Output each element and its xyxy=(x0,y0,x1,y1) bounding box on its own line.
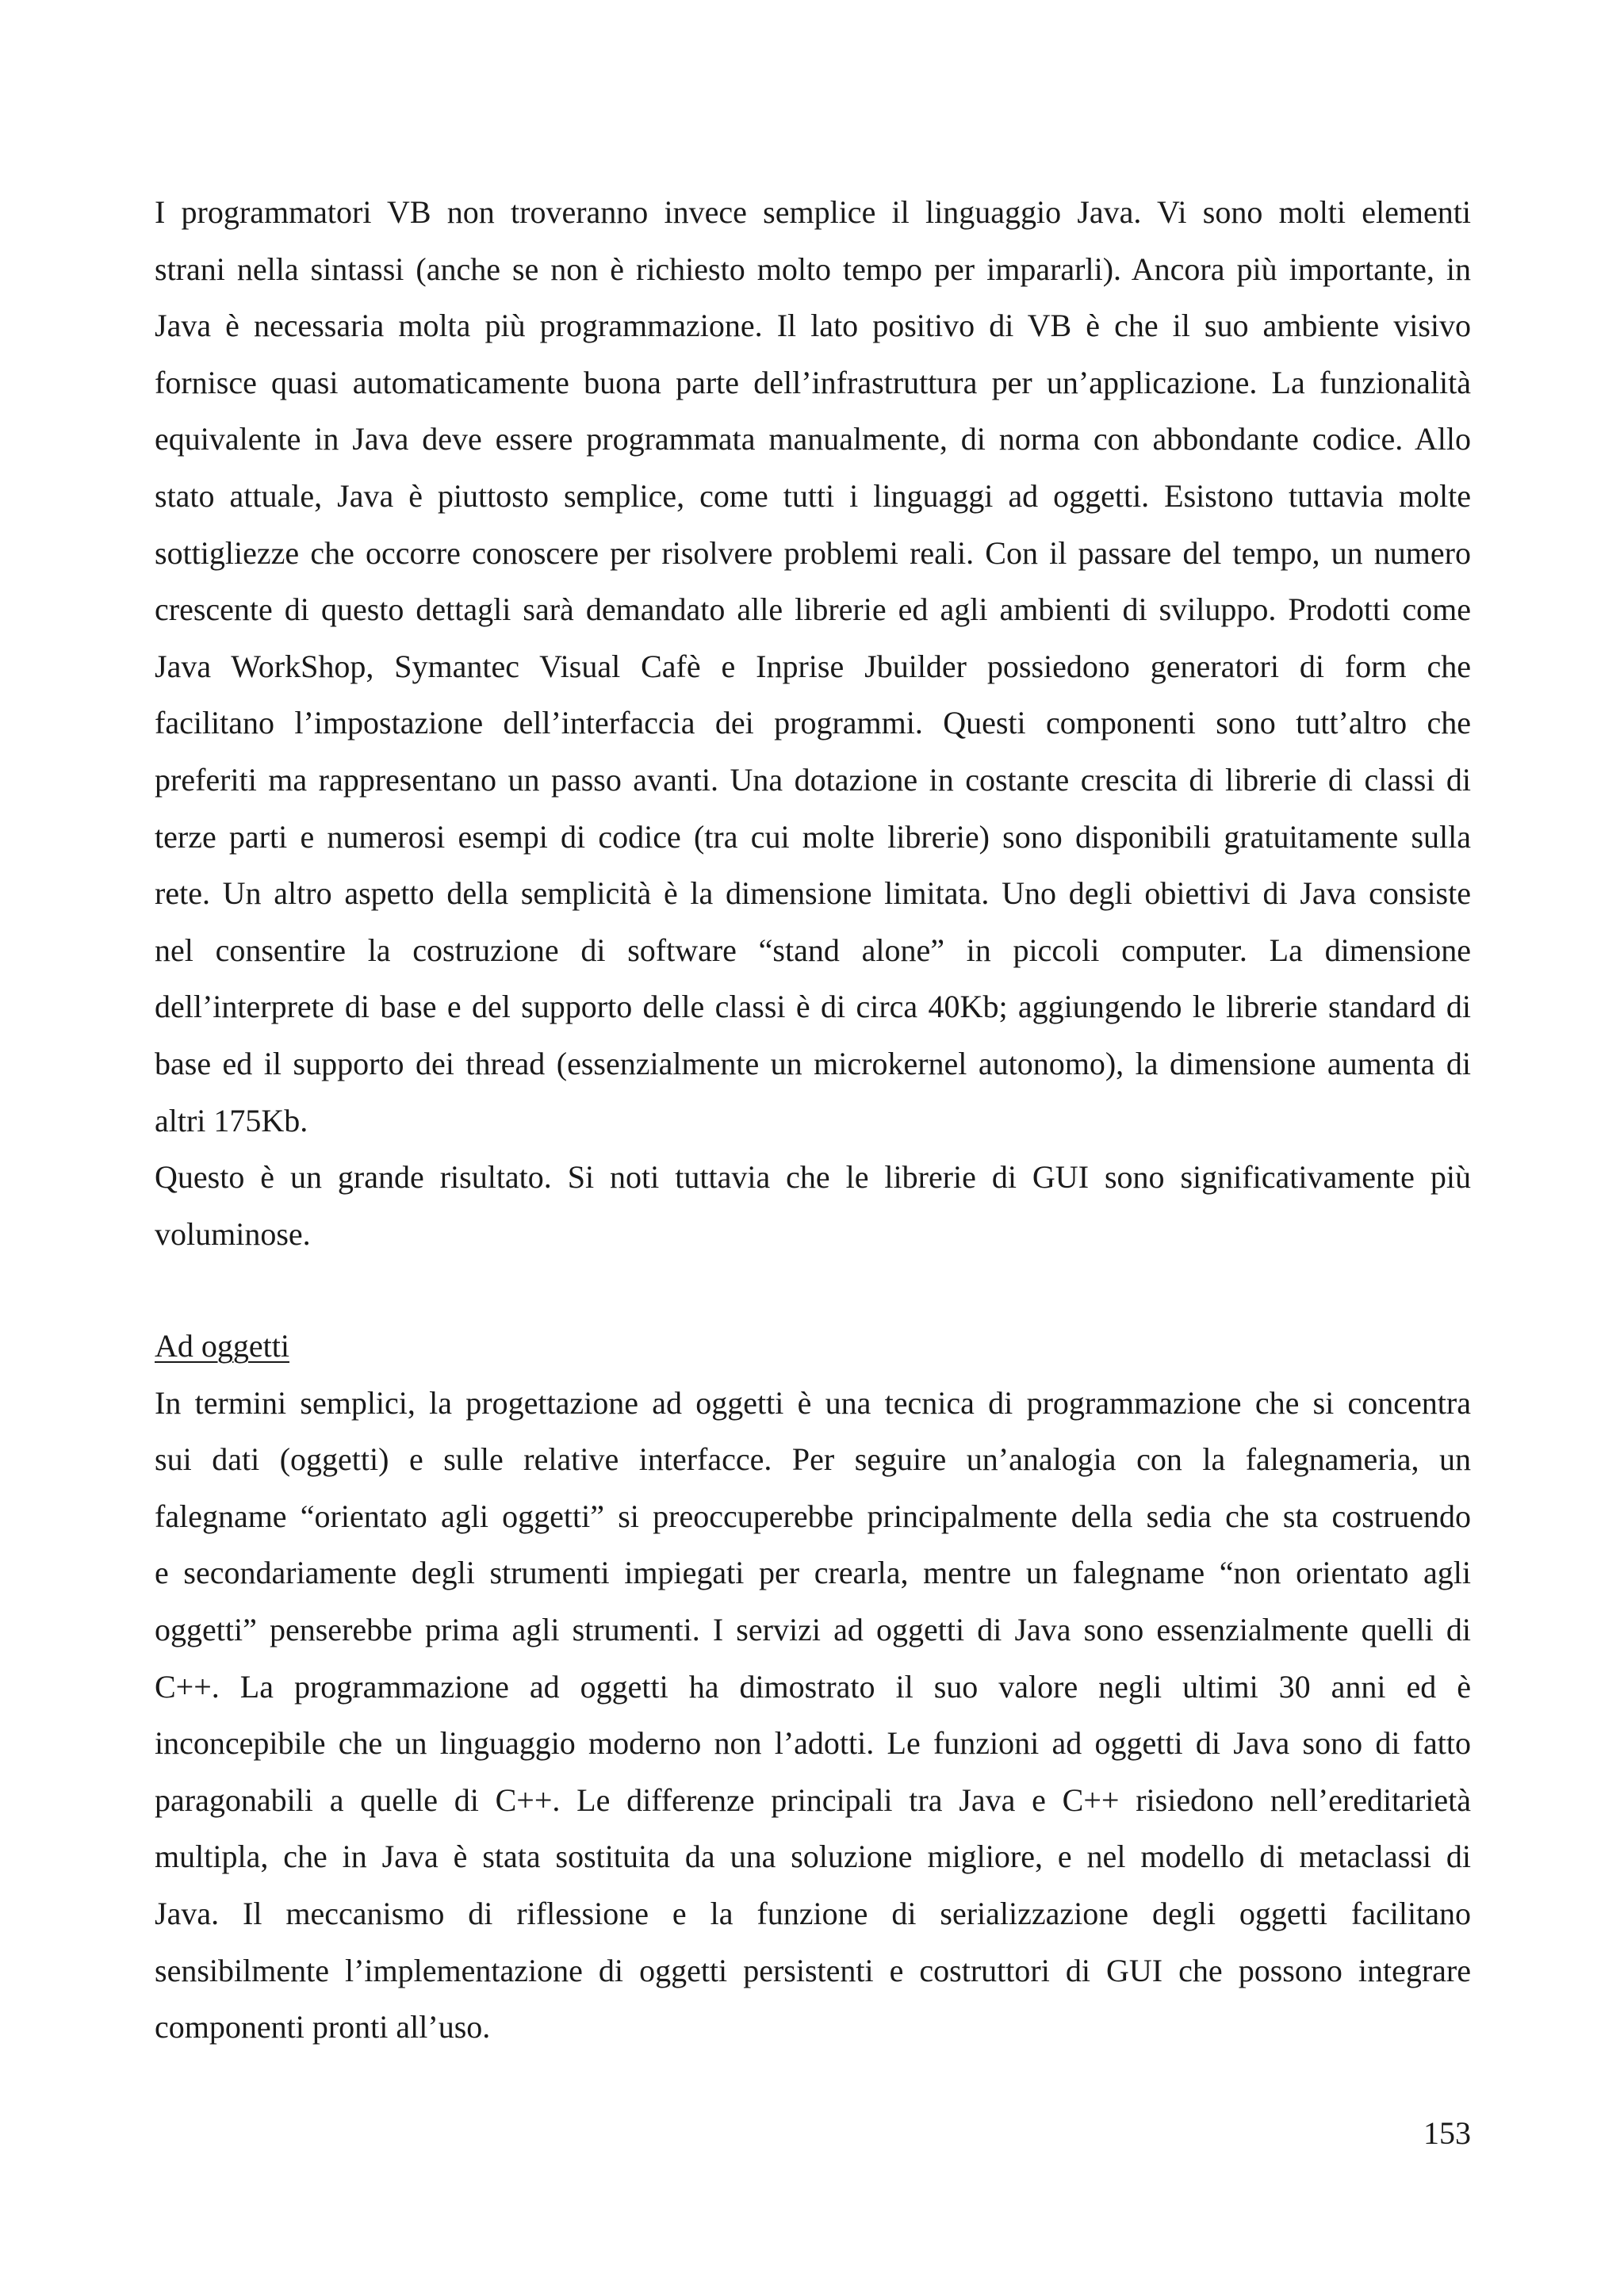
text-line: Java. Il meccanismo di riflessione e la funzione di serializzazione degli oggetti facilitano xyxy=(155,1895,1471,1931)
section-heading: Ad oggetti xyxy=(155,1328,289,1364)
paragraph-ad-oggetti xyxy=(155,1375,1471,2056)
text-line: In termini semplici, la progettazione ad oggetti è una tecnica di programmazione che si concentra xyxy=(155,1384,1471,1421)
paragraph-vb-java xyxy=(155,184,1471,1262)
text-line: base ed il supporto dei thread (essenzialmente un microkernel autonomo), la dimensione aumenta di xyxy=(155,1045,1471,1081)
text-line: Java è necessaria molta più programmazione. Il lato positivo di VB è che il suo ambiente visivo xyxy=(155,308,1471,344)
text-line: C++. La programmazione ad oggetti ha dimostrato il suo valore negli ultimi 30 anni ed è xyxy=(155,1668,1471,1705)
text-line: Questo è un grande risultato. Si noti tuttavia che le librerie di GUI sono significativamente più xyxy=(155,1159,1471,1196)
text-line: voluminose. xyxy=(155,1215,311,1252)
text-line: sensibilmente l’implementazione di oggetti persistenti e costruttori di GUI che possono integrare xyxy=(155,1952,1471,1988)
text-line: e secondariamente degli strumenti impiegati per crearla, mentre un falegname “non orientato agli xyxy=(155,1555,1471,1591)
text-line: strani nella sintassi (anche se non è richiesto molto tempo per impararli). Ancora più importante, in xyxy=(155,251,1471,287)
text-line: sottigliezze che occorre conoscere per risolvere problemi reali. Con il passare del tempo, un numero xyxy=(155,534,1471,571)
text-line: falegname “orientato agli oggetti” si preoccuperebbe principalmente della sedia che sta costruendo xyxy=(155,1498,1471,1534)
text-line: equivalente in Java deve essere programmata manualmente, di norma con abbondante codice. Allo xyxy=(155,421,1471,457)
page-number: 153 xyxy=(1423,2115,1471,2151)
text-line: nel consentire la costruzione di software “stand alone” in piccoli computer. La dimensione xyxy=(155,932,1471,968)
text-line: paragonabili a quelle di C++. Le differenze principali tra Java e C++ risiedono nell’ereditarietà xyxy=(155,1781,1471,1818)
text-line: facilitano l’impostazione dell’interfaccia dei programmi. Questi componenti sono tutt’altro che xyxy=(155,705,1471,741)
text-line: terze parti e numerosi esempi di codice (tra cui molte librerie) sono disponibili gratuitamente sulla xyxy=(155,818,1471,855)
text-line: crescente di questo dettagli sarà demandato alle librerie ed agli ambienti di sviluppo. Prodotti come xyxy=(155,591,1471,628)
text-line: preferiti ma rappresentano un passo avanti. Una dotazione in costante crescita di librerie di classi di xyxy=(155,761,1471,798)
text-line: Java WorkShop, Symantec Visual Cafè e Inprise Jbuilder possiedono generatori di form che xyxy=(155,648,1471,684)
text-line: sui dati (oggetti) e sulle relative interfacce. Per seguire un’analogia con la falegnameria, un xyxy=(155,1441,1471,1478)
text-line: componenti pronti all’uso. xyxy=(155,2009,491,2045)
text-line: fornisce quasi automaticamente buona parte dell’infrastruttura per un’applicazione. La funzionalità xyxy=(155,364,1471,400)
text-line: altri 175Kb. xyxy=(155,1102,308,1138)
text-line: multipla, che in Java è stata sostituita da una soluzione migliore, e nel modello di metaclassi di xyxy=(155,1839,1471,1875)
text-line: I programmatori VB non troveranno invece semplice il linguaggio Java. Vi sono molti elementi xyxy=(155,194,1471,230)
text-line: oggetti” penserebbe prima agli strumenti. I servizi ad oggetti di Java sono essenzialmente quelli di xyxy=(155,1611,1471,1647)
text-line: inconcepibile che un linguaggio moderno non l’adotti. Le funzioni ad oggetti di Java sono di fatto xyxy=(155,1725,1471,1762)
text-line: stato attuale, Java è piuttosto semplice, come tutti i linguaggi ad oggetti. Esistono tuttavia molte xyxy=(155,477,1471,514)
text-line: rete. Un altro aspetto della semplicità è la dimensione limitata. Uno degli obiettivi di Java consiste xyxy=(155,875,1471,912)
text-line: dell’interprete di base e del supporto delle classi è di circa 40Kb; aggiungendo le librerie standard di xyxy=(155,989,1471,1025)
